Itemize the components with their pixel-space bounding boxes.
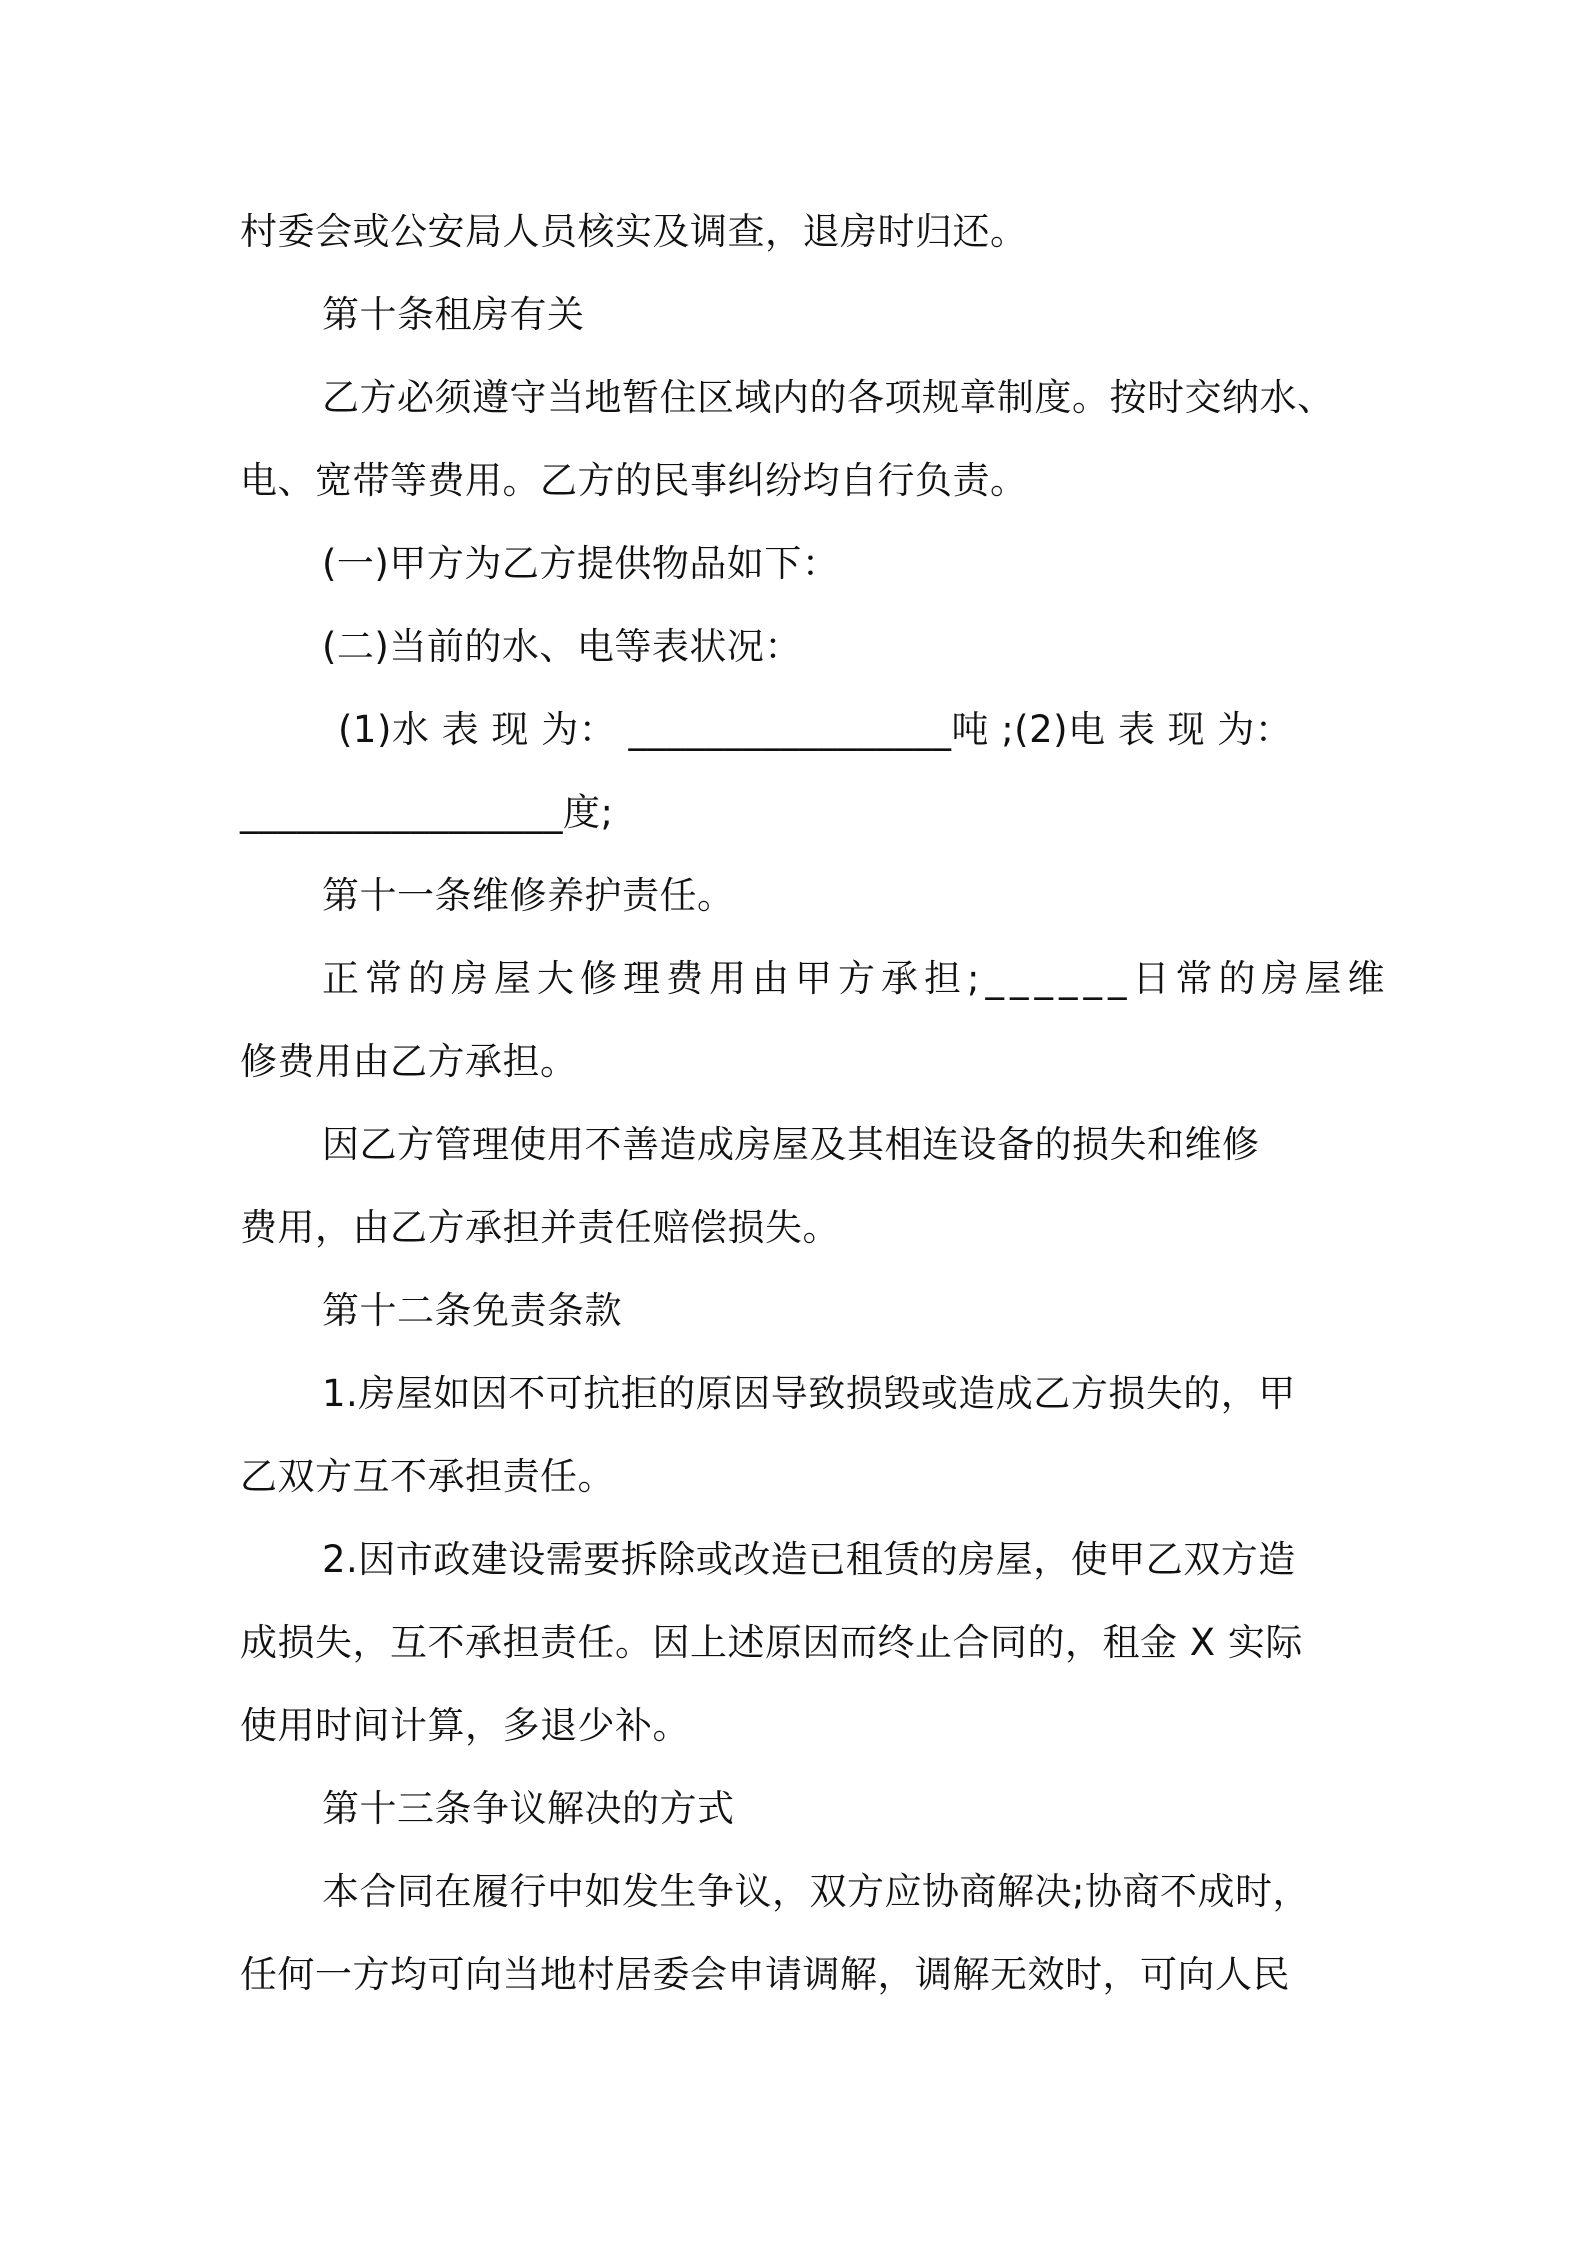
article-12-item-2-line-2: 成损失，互不承担责任。因上述原因而终止合同的，租金 X 实际 — [240, 1621, 1303, 1664]
article-13-heading: 第十三条争议解决的方式 — [322, 1787, 735, 1830]
article-12-heading: 第十二条免责条款 — [322, 1289, 622, 1332]
article-11-para-1-line-2: 修费用由乙方承担。 — [240, 1040, 578, 1083]
article-12-item-2-line-3: 使用时间计算，多退少补。 — [240, 1704, 690, 1747]
article-13-para-line-1: 本合同在履行中如发生争议，双方应协商解决;协商不成时， — [322, 1870, 1310, 1913]
meter-reading-line-1: (1)水 表 现 为： _________________吨 ;(2)电 表 现 为： — [338, 708, 1293, 751]
text-line-continuation: 村委会或公安局人员核实及调查，退房时归还。 — [240, 210, 1028, 253]
article-10-para-line-2: 电、宽带等费用。乙方的民事纠纷均自行负责。 — [240, 459, 1028, 502]
article-10-heading: 第十条租房有关 — [322, 293, 585, 336]
article-13-para-line-2: 任何一方均可向当地村居委会申请调解，调解无效时，可向人民 — [240, 1953, 1290, 1996]
article-12-item-1-line-2: 乙双方互不承担责任。 — [240, 1455, 615, 1498]
article-10-para-line-1: 乙方必须遵守当地暂住区域内的各项规章制度。按时交纳水、 — [322, 376, 1335, 419]
item-1-line: (一)甲方为乙方提供物品如下： — [322, 542, 840, 585]
article-11-heading: 第十一条维修养护责任。 — [322, 874, 735, 917]
item-2-line: (二)当前的水、电等表状况： — [322, 625, 802, 668]
article-11-para-2-line-1: 因乙方管理使用不善造成房屋及其相连设备的损失和维修 — [322, 1123, 1260, 1166]
meter-reading-line-2: _________________度; — [240, 791, 614, 834]
article-12-item-2-line-1: 2.因市政建设需要拆除或改造已租赁的房屋，使甲乙双方造 — [322, 1538, 1296, 1581]
article-12-item-1-line-1: 1.房屋如因不可抗拒的原因导致损毁或造成乙方损失的，甲 — [322, 1372, 1296, 1415]
article-11-para-2-line-2: 费用，由乙方承担并责任赔偿损失。 — [240, 1206, 840, 1249]
article-11-para-1-line-1: 正常的房屋大修理费用由甲方承担;______日常的房屋维 — [322, 957, 1391, 1000]
